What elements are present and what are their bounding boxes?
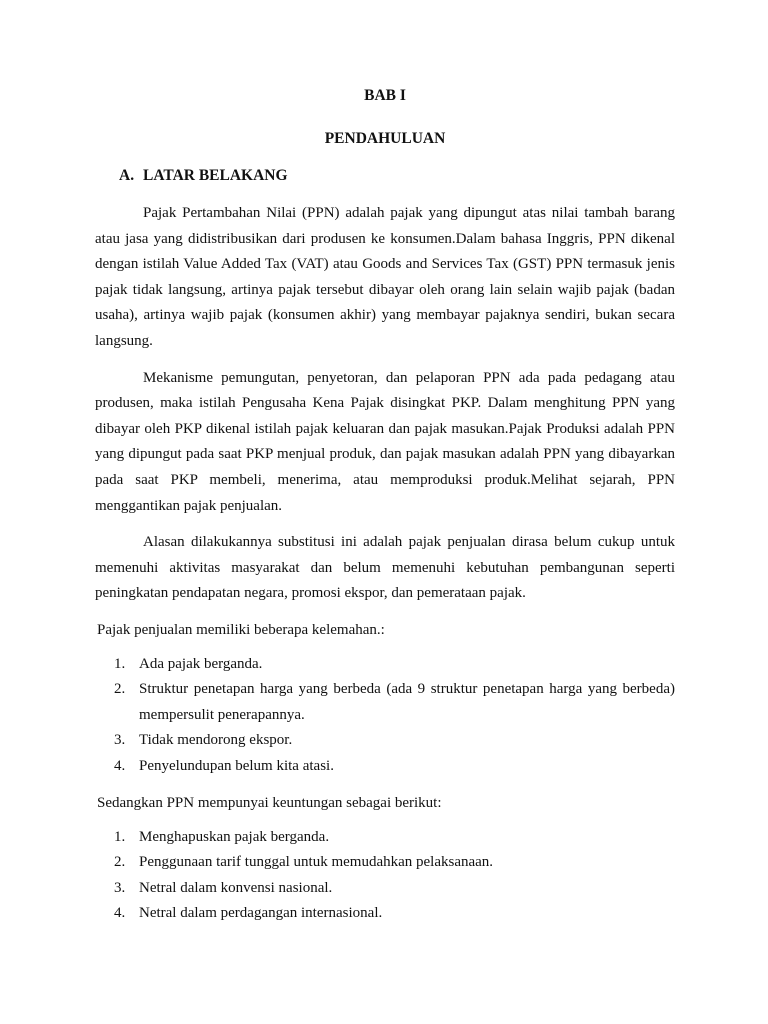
chapter-title: PENDAHULUAN [324,130,446,147]
paragraph-mechanism: Mekanisme pemungutan, penyetoran, dan pelaporan PPN ada pada pedagang atau produsen, maka istilah Pengusaha Kena Pajak disingkat PKP. Dalam menghitung PPN yang dibayar oleh PKP dikenal istilah pajak keluaran dan pajak masukan.Pajak Produksi adalah PPN yang dipungut pada saat PKP menjual produk, dan pajak masukan adalah PPN yang dibayarkan pada saat PKP membeli, menerima, atau memproduksi produk.Melihat sejarah, PPN menggantikan pajak penjualan. [95,369,675,514]
list-item-number: 4. [114,757,126,774]
list-item [95,754,675,779]
list-item-text: Penyelundupan belum kita atasi. [139,757,334,774]
list-item-number: 1. [114,828,126,845]
weakness-list [95,652,675,779]
list-item [95,825,675,850]
section-title: LATAR BELAKANG [143,167,288,184]
list-item-number: 1. [114,655,126,672]
list-item-text: Netral dalam perdagangan internasional. [139,905,383,922]
section-number: A. [119,167,135,184]
list-item-text: Netral dalam konvensi nasional. [139,879,333,896]
list-item-text: Struktur penetapan harga yang berbeda (ada 9 struktur penetapan harga yang berbeda) mempersulit penerapannya. [139,681,675,723]
advantage-list [95,825,675,927]
weakness-intro: Pajak penjualan memiliki beberapa kelemahan.: [97,621,385,638]
list-item-number: 2. [114,854,126,871]
list-item-text: Tidak mendorong ekspor. [139,732,293,749]
list-item-number: 3. [114,732,126,749]
list-item-text: Penggunaan tarif tunggal untuk memudahkan pelaksanaan. [139,854,494,871]
list-item-text: Ada pajak berganda. [139,655,263,672]
document-content [95,85,675,939]
chapter-number: BAB I [364,87,406,104]
paragraph-substitution: Alasan dilakukannya substitusi ini adalah pajak penjualan dirasa belum cukup untuk memenuhi aktivitas masyarakat dan belum memenuhi kebutuhan pembangunan seperti peningkatan pendapatan negara, promosi ekspor, dan pemerataan pajak. [95,534,675,602]
paragraph-ppn-definition: Pajak Pertambahan Nilai (PPN) adalah pajak yang dipungut atas nilai tambah barang atau jasa yang didistribusikan dari produsen ke konsumen.Dalam bahasa Inggris, PPN dikenal dengan istilah Value Added Tax (VAT) atau Goods and Services Tax (GST) PPN termasuk jenis pajak tidak langsung, artinya pajak tersebut dibayar oleh orang lain selain wajib pajak (badan usaha), artinya wajib pajak (konsumen akhir) yang membayar pajaknya sendiri, bukan secara langsung. [95,205,675,349]
list-item-number: 4. [114,905,126,922]
list-item-number: 3. [114,879,126,896]
advantage-intro: Sedangkan PPN mempunyai keuntungan sebagai berikut: [97,794,442,811]
list-item [95,901,675,926]
list-item-text: Menghapuskan pajak berganda. [139,828,330,845]
list-item [95,677,675,728]
list-item [95,728,675,753]
list-item [95,876,675,901]
list-item-number: 2. [114,681,126,698]
list-item [95,850,675,875]
section-heading [95,165,675,187]
list-item [95,652,675,677]
